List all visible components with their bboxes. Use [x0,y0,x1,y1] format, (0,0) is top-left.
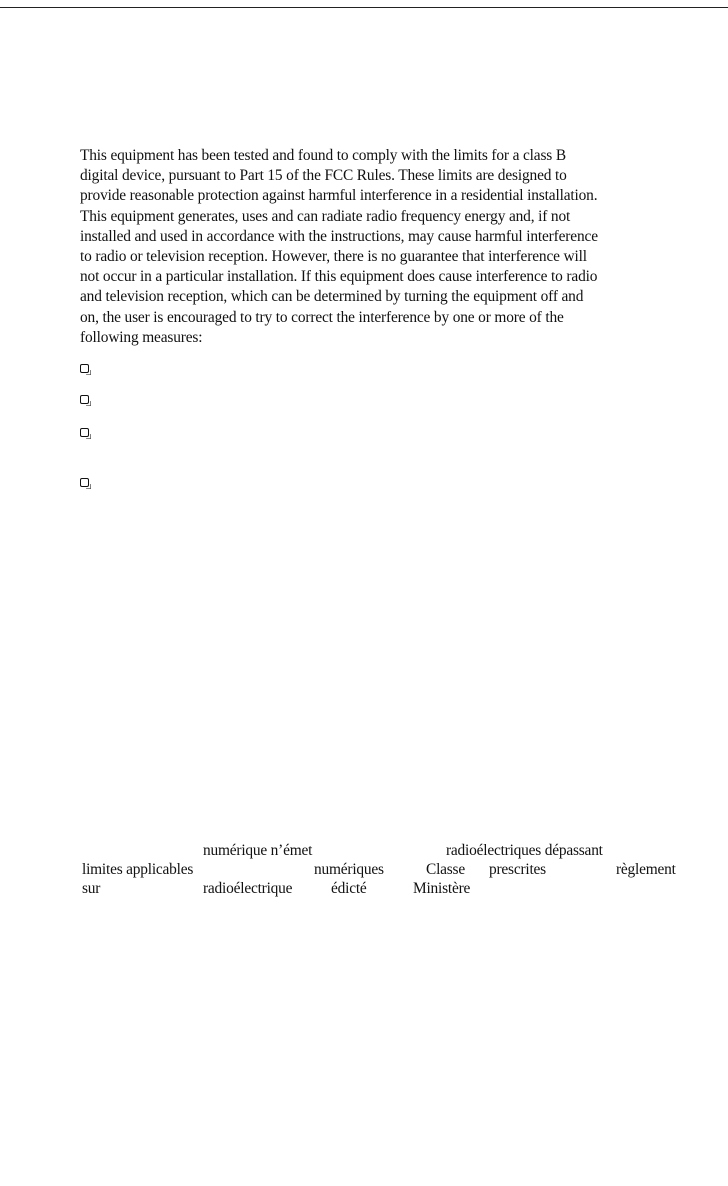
fr-fragment: prescrites [489,861,546,878]
fr-fragment: limites applicables [82,861,194,878]
fr-fragment: radioélectrique [203,880,293,897]
fcc-compliance-paragraph [80,146,694,348]
fcc-line: provide reasonable protection against harmful interference in a residential installation. [80,187,598,205]
fr-fragment: règlement [616,861,676,878]
checkbox-icon [80,395,89,404]
fr-fragment: radioélectriques dépassant [446,842,603,859]
checkbox-icon [80,364,89,373]
fr-fragment: Classe [426,861,465,878]
header-rule [0,7,728,8]
fcc-line: and television reception, which can be determined by turning the equipment off and [80,288,584,306]
checkbox-icon [80,478,89,487]
fr-fragment: numérique n’émet [203,842,313,859]
fcc-line: This equipment generates, uses and can radiate radio frequency energy and, if not [80,207,571,225]
fcc-line: to radio or television reception. However, there is no guarantee that interference will [80,248,587,266]
fcc-line: installed and used in accordance with the instructions, may cause harmful interference [80,227,598,245]
fr-fragment: Ministère [413,880,471,897]
fcc-line: This equipment has been tested and found to comply with the limits for a class B [80,147,566,164]
fcc-line: digital device, pursuant to Part 15 of the FCC Rules. These limits are designed to [80,167,567,185]
fr-fragment: sur [82,880,101,897]
fcc-line: on, the user is encouraged to try to correct the interference by one or more of the [80,308,564,326]
fcc-line: following measures: [80,328,203,346]
fr-fragment: numériques [314,861,384,878]
fr-fragment: édicté [331,880,367,897]
checkbox-icon [80,428,89,437]
fcc-line: not occur in a particular installation. If this equipment does cause interference to radio [80,268,598,286]
